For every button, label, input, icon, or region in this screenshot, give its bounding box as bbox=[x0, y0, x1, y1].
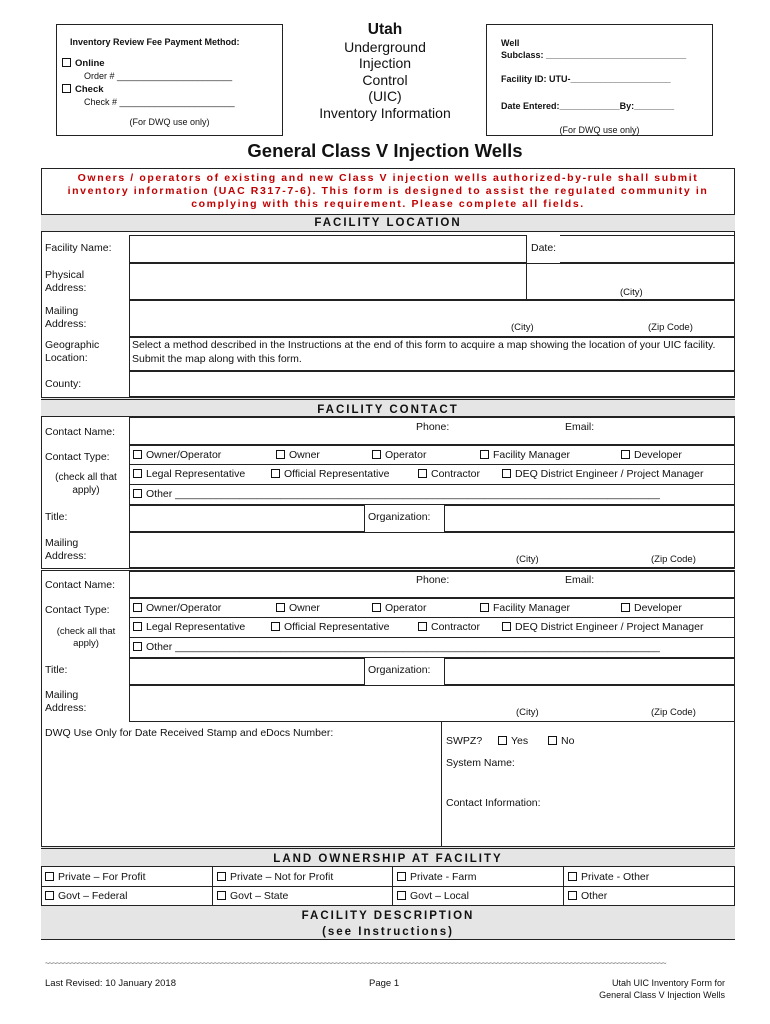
opt2-contractor[interactable] bbox=[418, 621, 480, 633]
footer-form-name-1: Utah UIC Inventory Form for bbox=[611, 978, 725, 988]
govt-federal-label: Govt – Federal bbox=[58, 890, 128, 902]
official-rep-label: Official Representative bbox=[284, 468, 390, 480]
notice-line-1: Owners / operators of existing and new Class V injection wells authorized-by-rule shall submit bbox=[77, 172, 699, 184]
opt-operator[interactable] bbox=[372, 449, 426, 461]
county-input[interactable] bbox=[129, 371, 735, 397]
other-checkbox[interactable] bbox=[133, 489, 142, 498]
footer-last-revised: Last Revised: 10 January 2018 bbox=[45, 978, 176, 989]
opt2-other[interactable] bbox=[133, 641, 660, 653]
organization2-input[interactable] bbox=[444, 658, 735, 685]
owner2-checkbox[interactable] bbox=[276, 603, 285, 612]
title-uic: (UIC) bbox=[368, 88, 402, 104]
land-col-divider-1 bbox=[212, 867, 213, 905]
swpz-yes-checkbox[interactable] bbox=[498, 736, 507, 745]
land-govt-state[interactable] bbox=[217, 890, 288, 902]
contact2-name-input[interactable] bbox=[129, 571, 414, 598]
facility-description-title: FACILITY DESCRIPTION bbox=[301, 910, 475, 922]
payment-box bbox=[56, 24, 283, 136]
opt2-deq[interactable] bbox=[502, 621, 704, 633]
land-govt-local[interactable] bbox=[397, 890, 469, 902]
well-box bbox=[486, 24, 713, 136]
official-rep2-checkbox[interactable] bbox=[271, 622, 280, 631]
opt-other[interactable] bbox=[133, 488, 660, 500]
notice-text bbox=[43, 172, 733, 211]
swpz-no-checkbox[interactable] bbox=[548, 736, 557, 745]
operator-label: Operator bbox=[385, 449, 427, 461]
owner-operator2-label: Owner/Operator bbox=[146, 602, 222, 614]
land-private-other[interactable] bbox=[568, 871, 649, 883]
private-other-checkbox[interactable] bbox=[568, 872, 577, 881]
geo-location-text: Select a method described in the Instructions at the end of this form to acquire a map showing the location of your UIC facility. Submit the map along with this form. bbox=[132, 339, 716, 365]
check-all-note: (check all that apply) bbox=[55, 472, 117, 496]
physical-address-input[interactable] bbox=[129, 263, 527, 300]
govt-state-label: Govt – State bbox=[230, 890, 289, 902]
deq2-label: DEQ District Engineer / Project Manager bbox=[515, 621, 704, 633]
land-private-farm[interactable] bbox=[397, 871, 477, 883]
developer-label: Developer bbox=[634, 449, 682, 461]
opt2-official-rep[interactable] bbox=[271, 621, 389, 633]
title-input[interactable] bbox=[129, 505, 365, 532]
developer-checkbox[interactable] bbox=[621, 450, 630, 459]
opt2-owner[interactable] bbox=[276, 602, 320, 614]
physical-city-caption: (City) bbox=[620, 287, 643, 298]
deq-label: DEQ District Engineer / Project Manager bbox=[515, 468, 704, 480]
contact2-type-row-divider bbox=[129, 617, 735, 618]
online-checkbox[interactable] bbox=[62, 58, 71, 67]
check-number-field[interactable]: Check # _______________________ bbox=[84, 97, 235, 107]
contact-mailing-label: Mailing Address: bbox=[45, 537, 87, 562]
land-private-profit[interactable] bbox=[45, 871, 146, 883]
title-injection: Injection bbox=[358, 55, 412, 71]
facility-description-subtitle: (see Instructions) bbox=[322, 926, 454, 938]
dwq-divider bbox=[441, 722, 442, 846]
check-all-note-2: (check all that apply) bbox=[56, 626, 116, 649]
notice-line-2: inventory information (UAC R317-7-6). This form is designed to assist the regulated community in bbox=[67, 185, 709, 197]
land-row-divider bbox=[41, 886, 735, 887]
private-farm-label: Private - Farm bbox=[410, 871, 477, 883]
operator2-label: Operator bbox=[385, 602, 427, 614]
email2-label: Email: bbox=[565, 574, 595, 586]
county-label: County: bbox=[45, 378, 82, 390]
notice-line-3: complying with this requirement. Please complete all fields. bbox=[191, 198, 585, 210]
contractor2-checkbox[interactable] bbox=[418, 622, 427, 631]
online-label: Online bbox=[75, 58, 105, 69]
legal-rep2-checkbox[interactable] bbox=[133, 622, 142, 631]
order-number-field[interactable]: Order # _______________________ bbox=[84, 71, 233, 81]
land-private-nonprofit[interactable] bbox=[217, 871, 333, 883]
govt-local-checkbox[interactable] bbox=[397, 891, 406, 900]
organization-label: Organization: bbox=[368, 511, 431, 523]
online-option[interactable] bbox=[62, 58, 105, 69]
govt-federal-checkbox[interactable] bbox=[45, 891, 54, 900]
private-profit-checkbox[interactable] bbox=[45, 872, 54, 881]
organization-input[interactable] bbox=[444, 505, 735, 532]
opt-deq[interactable] bbox=[502, 468, 704, 480]
owner-operator2-checkbox[interactable] bbox=[133, 603, 142, 612]
facility-manager-checkbox[interactable] bbox=[480, 450, 489, 459]
land-other-label: Other bbox=[581, 890, 608, 902]
contact-zip-caption: (Zip Code) bbox=[651, 554, 696, 565]
govt-state-checkbox[interactable] bbox=[217, 891, 226, 900]
contractor-label: Contractor bbox=[431, 468, 481, 480]
facility-manager2-label: Facility Manager bbox=[493, 602, 571, 614]
private-other-label: Private - Other bbox=[581, 871, 650, 883]
title2-input[interactable] bbox=[129, 658, 365, 685]
contact-type-row-divider-2 bbox=[129, 484, 735, 485]
facility-contact-header: FACILITY CONTACT bbox=[41, 397, 735, 417]
facility-id-field[interactable]: Facility ID: UTU-____________________ bbox=[501, 74, 671, 84]
footer-page: Page 1 bbox=[369, 978, 400, 989]
swpz-label: SWPZ? bbox=[446, 735, 483, 747]
title-inventory: Inventory Information bbox=[319, 104, 451, 121]
check-label: Check bbox=[75, 84, 104, 95]
opt-facility-manager[interactable] bbox=[480, 449, 570, 461]
mailing-zip-caption: (Zip Code) bbox=[648, 322, 693, 333]
payment-title: Inventory Review Fee Payment Method: bbox=[70, 37, 240, 47]
swpz-no-label: No bbox=[561, 735, 575, 747]
contact-city-caption: (City) bbox=[516, 554, 539, 565]
legal-rep2-label: Legal Representative bbox=[146, 621, 246, 633]
opt-contractor[interactable] bbox=[418, 468, 480, 480]
facility-manager2-checkbox[interactable] bbox=[480, 603, 489, 612]
contact2-name-label: Contact Name: bbox=[45, 579, 116, 591]
facility-name-label: Facility Name: bbox=[45, 242, 112, 254]
official-rep-checkbox[interactable] bbox=[271, 469, 280, 478]
land-other-checkbox[interactable] bbox=[568, 891, 577, 900]
mailing-city-caption: (City) bbox=[511, 322, 534, 333]
footer-wavy-line: ~~~~~~~~~~~~~~~~~~~~~~~~~~~~~~~~~~~~~~~~~~~~~~~~~~~~~~~~~~~~~~~~~~~~~~~~~~~~~~~~~~~~~~~~~~~~~~~~~~~~~~~~~~~~~~~~~~~~~~~~~~~~~~~~~~~~~~~~~~~~~~~~~~~~~~~~~~~~~~~~~~~~~~~~~ bbox=[45, 959, 666, 968]
deq2-checkbox[interactable] bbox=[502, 622, 511, 631]
title-utah: Utah bbox=[367, 21, 403, 38]
owner-label: Owner bbox=[289, 449, 320, 461]
contact2-mailing-input[interactable] bbox=[129, 685, 445, 722]
contact-name-input[interactable] bbox=[129, 417, 414, 445]
owner-operator-label: Owner/Operator bbox=[146, 449, 222, 461]
developer2-label: Developer bbox=[634, 602, 682, 614]
other-label: Other ___________________________________________________________________________________ bbox=[146, 488, 660, 500]
footer-form-name-2: General Class V Injection Wells bbox=[599, 990, 725, 1000]
opt-owner[interactable] bbox=[276, 449, 320, 461]
legal-rep-label: Legal Representative bbox=[146, 468, 246, 480]
developer2-checkbox[interactable] bbox=[621, 603, 630, 612]
other2-label: Other ___________________________________________________________________________________ bbox=[146, 641, 660, 653]
opt2-owner-operator[interactable] bbox=[133, 602, 221, 614]
contact2-zip-caption: (Zip Code) bbox=[651, 707, 696, 718]
land-other[interactable] bbox=[568, 890, 607, 902]
swpz-row bbox=[446, 735, 574, 747]
private-profit-label: Private – For Profit bbox=[58, 871, 146, 883]
title-underground: Underground bbox=[344, 38, 426, 55]
owner-checkbox[interactable] bbox=[276, 450, 285, 459]
dwq-stamp-label: DWQ Use Only for Date Received Stamp and eDocs Number: bbox=[45, 727, 334, 739]
date-input[interactable] bbox=[560, 235, 735, 263]
private-nonprofit-label: Private – Not for Profit bbox=[230, 871, 334, 883]
check-option[interactable] bbox=[62, 84, 104, 95]
mailing-address-input[interactable] bbox=[129, 300, 440, 337]
geo-location-label: Geographic Location: bbox=[45, 339, 100, 364]
opt2-operator[interactable] bbox=[372, 602, 426, 614]
contact2-city-caption: (City) bbox=[516, 707, 539, 718]
phone-label: Phone: bbox=[416, 421, 450, 433]
facility-description-header bbox=[41, 905, 735, 940]
swpz-yes-label: Yes bbox=[511, 735, 529, 747]
govt-local-label: Govt – Local bbox=[410, 890, 469, 902]
contact2-type-row-divider-2 bbox=[129, 637, 735, 638]
opt2-developer[interactable] bbox=[621, 602, 682, 614]
contact-info-field[interactable]: Contact Information: bbox=[446, 797, 541, 809]
other2-checkbox[interactable] bbox=[133, 642, 142, 651]
check-checkbox[interactable] bbox=[62, 84, 71, 93]
title-label: Title: bbox=[45, 511, 68, 523]
official-rep2-label: Official Representative bbox=[284, 621, 390, 633]
owner-operator-checkbox[interactable] bbox=[133, 450, 142, 459]
center-title bbox=[290, 22, 480, 121]
owner2-label: Owner bbox=[289, 602, 320, 614]
operator2-checkbox[interactable] bbox=[372, 603, 381, 612]
land-col-divider-3 bbox=[563, 867, 564, 905]
contractor2-label: Contractor bbox=[431, 621, 481, 633]
private-nonprofit-checkbox[interactable] bbox=[217, 872, 226, 881]
footer-form-name bbox=[540, 977, 725, 1001]
deq-checkbox[interactable] bbox=[502, 469, 511, 478]
land-govt-federal[interactable] bbox=[45, 890, 127, 902]
payment-use-only: (For DWQ use only) bbox=[129, 117, 210, 127]
operator-checkbox[interactable] bbox=[372, 450, 381, 459]
opt2-facility-manager[interactable] bbox=[480, 602, 570, 614]
contact-type-row-divider bbox=[129, 464, 735, 465]
date-entered-field[interactable]: Date Entered:____________By:________ bbox=[501, 101, 675, 111]
opt-legal-rep[interactable] bbox=[133, 468, 245, 480]
phone2-label: Phone: bbox=[416, 574, 450, 586]
main-title: General Class V Injection Wells bbox=[247, 140, 523, 161]
title2-label: Title: bbox=[45, 664, 68, 676]
contractor-checkbox[interactable] bbox=[418, 469, 427, 478]
title-control: Control bbox=[362, 71, 408, 88]
opt-official-rep[interactable] bbox=[271, 468, 389, 480]
legal-rep-checkbox[interactable] bbox=[133, 469, 142, 478]
land-ownership-header: LAND OWNERSHIP AT FACILITY bbox=[41, 846, 735, 867]
system-name-field[interactable]: System Name: bbox=[446, 757, 515, 769]
facility-manager-label: Facility Manager bbox=[493, 449, 571, 461]
email-label: Email: bbox=[565, 421, 595, 433]
facility-name-input[interactable] bbox=[129, 235, 527, 263]
land-col-divider-2 bbox=[392, 867, 393, 905]
well-subclass-field[interactable]: Well Subclass: ____________________________ bbox=[501, 38, 687, 60]
contact2-mailing-label: Mailing Address: bbox=[45, 689, 87, 714]
private-farm-checkbox[interactable] bbox=[397, 872, 406, 881]
organization2-label: Organization: bbox=[368, 664, 431, 676]
mailing-address-label: Mailing Address: bbox=[45, 305, 87, 330]
contact-type-label: Contact Type: bbox=[45, 451, 110, 463]
contact2-type-label: Contact Type: bbox=[45, 604, 110, 616]
physical-address-label: Physical Address: bbox=[45, 269, 87, 294]
opt-owner-operator[interactable] bbox=[133, 449, 221, 461]
contact-name-label: Contact Name: bbox=[45, 426, 116, 438]
opt-developer[interactable] bbox=[621, 449, 682, 461]
contact-mailing-input[interactable] bbox=[129, 532, 445, 568]
date-label: Date: bbox=[531, 242, 557, 254]
opt2-legal-rep[interactable] bbox=[133, 621, 245, 633]
well-use-only: (For DWQ use only) bbox=[559, 125, 640, 135]
facility-location-header: FACILITY LOCATION bbox=[41, 214, 735, 232]
